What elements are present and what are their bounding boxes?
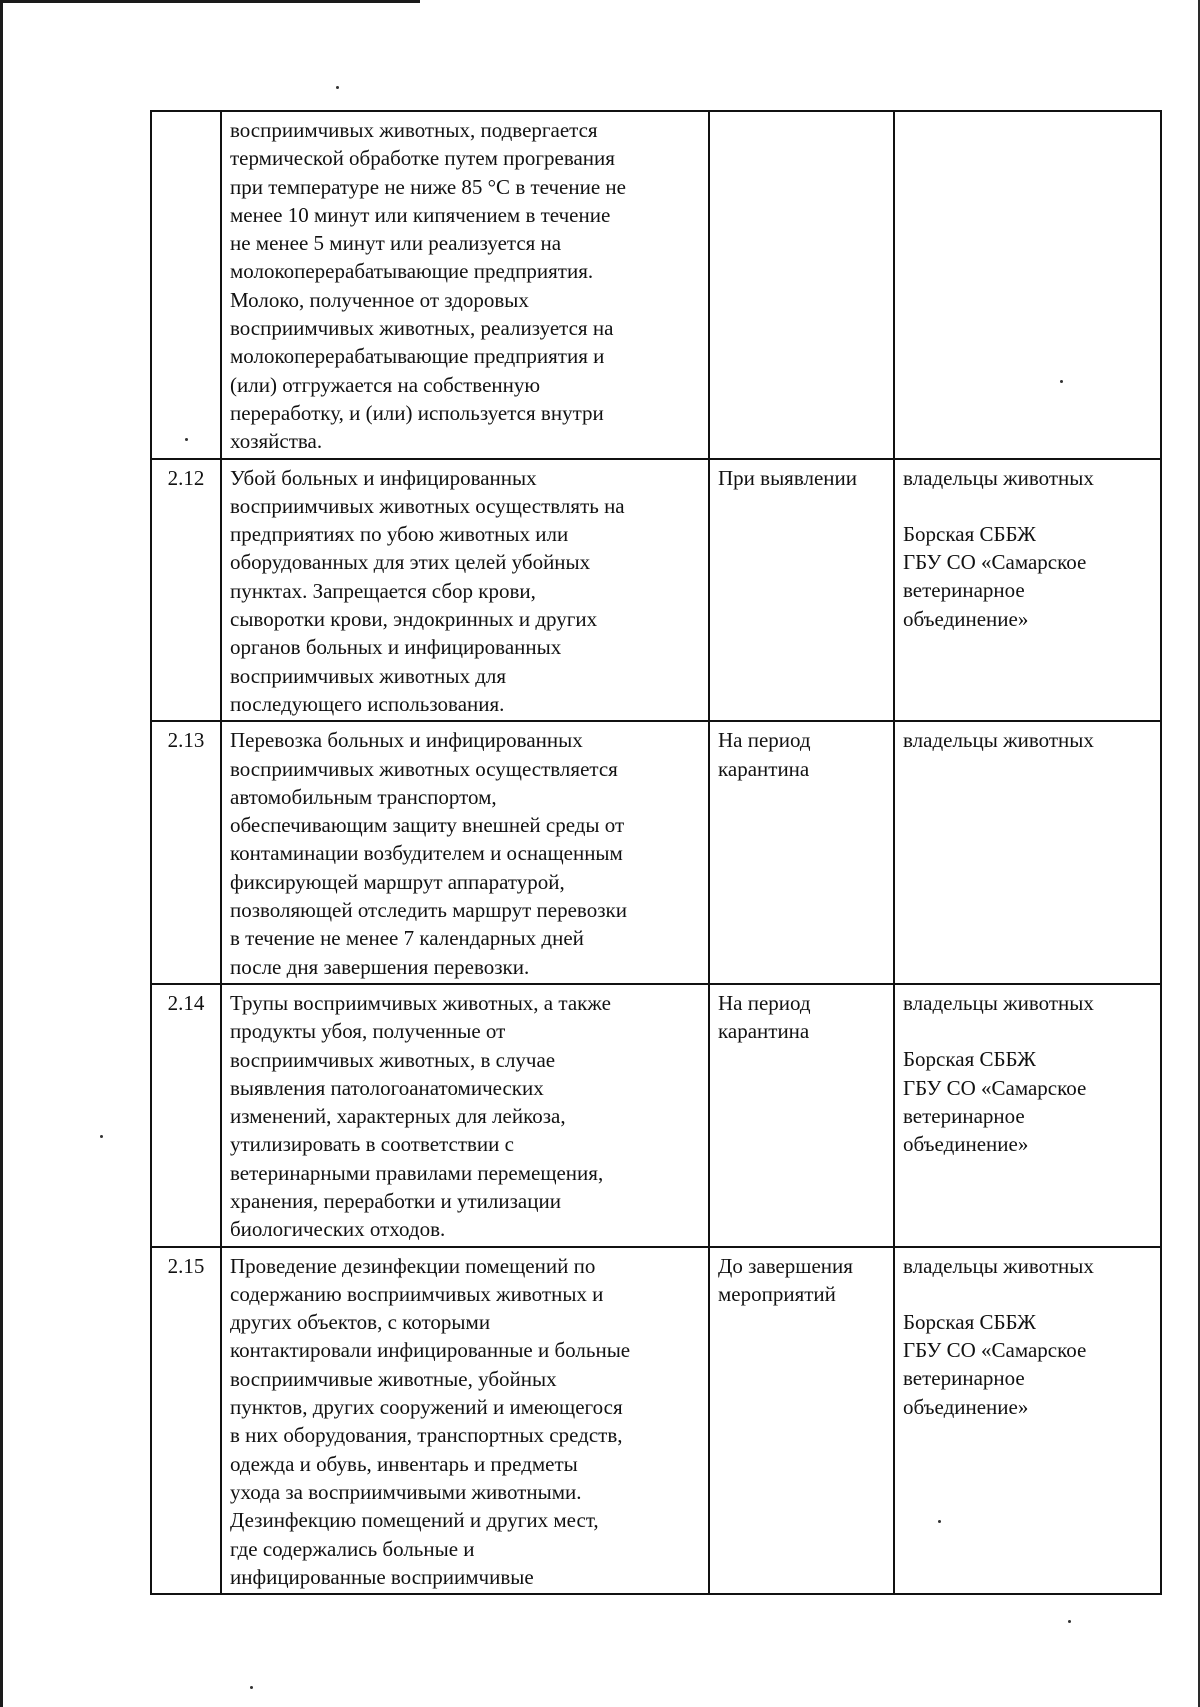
deadline-text-line: При выявлении xyxy=(718,465,857,490)
responsible-text-line: Борская СББЖ xyxy=(903,1309,1036,1334)
responsible-text-line: Борская СББЖ xyxy=(903,521,1036,546)
measure-text-line: сыворотки крови, эндокринных и других xyxy=(230,607,598,632)
measure-text-line: не менее 5 минут или реализуется на xyxy=(230,231,562,256)
measure-text-line: менее 10 минут или кипячением в течение xyxy=(230,202,611,227)
scan-speck xyxy=(250,1686,253,1689)
measure-text-line: восприимчивых животных осуществляется xyxy=(230,756,618,781)
responsible-text-line xyxy=(903,1280,1152,1308)
measure-text xyxy=(221,111,709,459)
measure-text-line: последующего использования. xyxy=(230,691,505,716)
measure-text-line: фиксирующей маршрут аппаратурой, xyxy=(230,869,565,894)
measure-text-line: при температуре не ниже 85 °С в течение не xyxy=(230,174,626,199)
responsible-text-line xyxy=(903,492,1152,520)
measure-text-line: обеспечивающим защиту внешней среды от xyxy=(230,813,625,838)
measure-text-line: контактировали инфицированные и больные xyxy=(230,1338,631,1363)
measure-text-line: восприимчивых животных, в случае xyxy=(230,1047,556,1072)
table-row xyxy=(151,111,1161,459)
measure-text-line: инфицированные восприимчивые xyxy=(230,1564,534,1589)
measure-text-line: Трупы восприимчивых животных, а также xyxy=(230,990,611,1015)
measure-text-line: пунктов, других сооружений и имеющегося xyxy=(230,1395,623,1420)
measure-text-line: в течение не менее 7 календарных дней xyxy=(230,926,584,951)
deadline-text xyxy=(709,721,894,984)
measure-text-line: восприимчивые животные, убойных xyxy=(230,1366,557,1391)
responsible-text-line: ГБУ СО «Самарское xyxy=(903,1338,1087,1363)
measure-text-line: продукты убоя, полученные от xyxy=(230,1019,506,1044)
measure-text-line: Проведение дезинфекции помещений по xyxy=(230,1253,596,1278)
scan-speck xyxy=(1068,1620,1071,1623)
measure-text-line: в них оборудования, транспортных средств, xyxy=(230,1423,623,1448)
measure-text-line: позволяющей отследить маршрут перевозки xyxy=(230,898,627,923)
deadline-text-line: На период xyxy=(718,728,811,753)
deadline-text xyxy=(709,1247,894,1595)
measure-text-line: после дня завершения перевозки. xyxy=(230,954,530,979)
measure-text xyxy=(221,984,709,1247)
measure-text-line: молокоперерабатывающие предприятия и xyxy=(230,344,605,369)
row-number: 2.13 xyxy=(151,721,221,984)
measure-text xyxy=(221,1247,709,1595)
measure-text-line: Молоко, полученное от здоровых xyxy=(230,287,529,312)
measure-text-line: утилизировать в соответствии с xyxy=(230,1132,514,1157)
row-number: 2.12 xyxy=(151,459,221,722)
responsible-text xyxy=(894,459,1161,722)
measure-text-line: одежда и обувь, инвентарь и предметы xyxy=(230,1451,578,1476)
measure-text-line: (или) отгружается на собственную xyxy=(230,372,541,397)
scan-speck xyxy=(100,1135,103,1138)
measure-text-line: восприимчивых животных, подвергается xyxy=(230,118,598,142)
deadline-text-line: На период xyxy=(718,990,811,1015)
table-row xyxy=(151,1247,1161,1595)
deadline-text xyxy=(709,459,894,722)
responsible-text-line xyxy=(903,1017,1152,1045)
responsible-text xyxy=(894,721,1161,984)
measure-text-line: контаминации возбудителем и оснащенным xyxy=(230,841,623,866)
measure-text-line: выявления патологоанатомических xyxy=(230,1075,544,1100)
measure-text-line: пунктах. Запрещается сбор крови, xyxy=(230,578,536,603)
measure-text-line: восприимчивых животных осуществлять на xyxy=(230,493,625,518)
responsible-text-line: владельцы животных xyxy=(903,728,1094,753)
measure-text-line: содержанию восприимчивых животных и xyxy=(230,1281,604,1306)
responsible-text-line: владельцы животных xyxy=(903,990,1094,1015)
deadline-text-line: карантина xyxy=(718,1019,810,1044)
responsible-text-line: Борская СББЖ xyxy=(903,1047,1036,1072)
responsible-text-line: объединение» xyxy=(903,1132,1029,1157)
measure-text-line: восприимчивых животных, реализуется на xyxy=(230,316,614,341)
measure-text-line: органов больных и инфицированных xyxy=(230,635,562,660)
row-number xyxy=(151,111,221,459)
responsible-text-line: объединение» xyxy=(903,606,1029,631)
measure-text-line: предприятиях по убою животных или xyxy=(230,522,569,547)
responsible-text-line: владельцы животных xyxy=(903,465,1094,490)
measure-text-line: ухода за восприимчивыми животными. xyxy=(230,1479,582,1504)
responsible-text xyxy=(894,111,1161,459)
measures-table xyxy=(150,110,1162,1595)
deadline-text xyxy=(709,984,894,1247)
measure-text-line: переработку, и (или) используется внутри xyxy=(230,400,604,425)
measure-text xyxy=(221,721,709,984)
responsible-text xyxy=(894,984,1161,1247)
measures-table-body xyxy=(151,111,1161,1594)
measure-text-line: Перевозка больных и инфицированных xyxy=(230,728,583,753)
row-number: 2.14 xyxy=(151,984,221,1247)
responsible-text-line: ГБУ СО «Самарское xyxy=(903,1075,1087,1100)
measure-text-line: изменений, характерных для лейкоза, xyxy=(230,1104,566,1129)
measure-text-line: других объектов, с которыми xyxy=(230,1310,491,1335)
responsible-text-line: владельцы животных xyxy=(903,1253,1094,1278)
responsible-text-line: объединение» xyxy=(903,1394,1029,1419)
measure-text-line: оборудованных для этих целей убойных xyxy=(230,550,591,575)
deadline-text-line: мероприятий xyxy=(718,1281,836,1306)
measure-text-line: ветеринарными правилами перемещения, xyxy=(230,1160,604,1185)
scan-border-top xyxy=(0,0,420,3)
measure-text-line: хранения, переработки и утилизации xyxy=(230,1188,561,1213)
measure-text-line: молокоперерабатывающие предприятия. xyxy=(230,259,594,284)
table-row xyxy=(151,721,1161,984)
measure-text-line: термической обработке путем прогревания xyxy=(230,146,615,171)
table-row xyxy=(151,984,1161,1247)
table-row xyxy=(151,459,1161,722)
scan-border-left xyxy=(0,0,3,1707)
responsible-text xyxy=(894,1247,1161,1595)
responsible-text-line: ветеринарное xyxy=(903,1103,1025,1128)
responsible-text-line: ветеринарное xyxy=(903,578,1025,603)
measure-text-line: хозяйства. xyxy=(230,429,323,454)
measure-text-line: где содержались больные и xyxy=(230,1536,475,1561)
deadline-text xyxy=(709,111,894,459)
measure-text-line: Дезинфекцию помещений и других мест, xyxy=(230,1508,599,1533)
measure-text-line: Убой больных и инфицированных xyxy=(230,465,537,490)
measure-text-line: биологических отходов. xyxy=(230,1217,446,1242)
row-number: 2.15 xyxy=(151,1247,221,1595)
responsible-text-line: ветеринарное xyxy=(903,1366,1025,1391)
measure-text-line: восприимчивых животных для xyxy=(230,663,507,688)
deadline-text-line: До завершения xyxy=(718,1253,853,1278)
measure-text xyxy=(221,459,709,722)
responsible-text-line: ГБУ СО «Самарское xyxy=(903,550,1087,575)
scan-speck xyxy=(336,86,339,89)
deadline-text-line: карантина xyxy=(718,756,810,781)
measure-text-line: автомобильным транспортом, xyxy=(230,784,497,809)
